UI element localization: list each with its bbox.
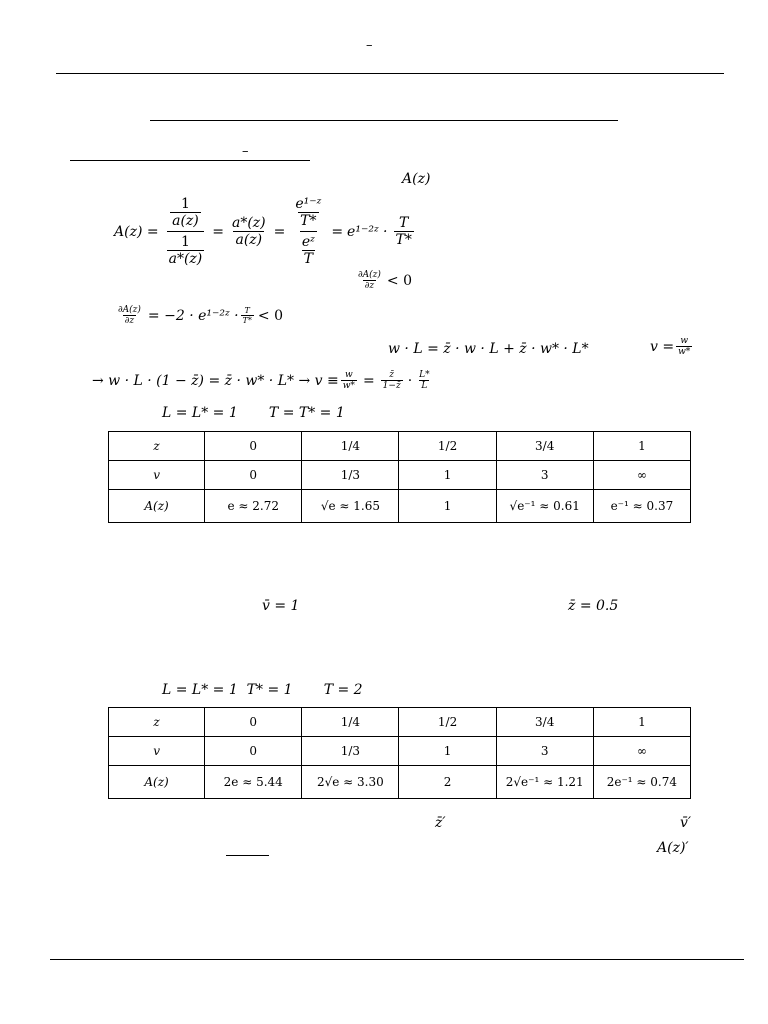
table-2-row-z: [109, 708, 691, 737]
v-def-num: w: [680, 336, 689, 346]
fraction-3-top: [293, 196, 323, 229]
table-2-cell: 1: [593, 708, 690, 737]
zbar-equals-half: z̄ = 0.5: [568, 598, 619, 614]
arrow-eq-f3-den: L: [421, 381, 428, 392]
table-1-cell: 1: [399, 461, 496, 490]
table-2: [108, 707, 691, 799]
table-2-cell: A(z): [109, 766, 205, 799]
f3-num-top: e¹⁻ᶻ: [295, 196, 322, 212]
vbar-equals-one: v̄ = 1: [262, 598, 300, 614]
f3-den-top: eᶻ: [301, 234, 315, 251]
f3-den-bot: T: [303, 251, 314, 268]
deriv-cond-rest: < 0: [386, 272, 413, 289]
table-1-cell: 0: [205, 432, 302, 461]
table-1-cell: √e ≈ 1.65: [302, 490, 399, 523]
table-2-cell: 1/4: [302, 708, 399, 737]
deriv-eq-t-fraction: [241, 306, 254, 325]
heading-dash: –: [242, 144, 249, 159]
arrow-eq-f1-den: w*: [342, 381, 355, 392]
heading-underline: [70, 160, 310, 161]
assumption-1: L = L* = 1 T = T* = 1: [162, 405, 345, 421]
deriv-eq-t-den: T*: [242, 316, 252, 326]
table-1-cell: 1/3: [302, 461, 399, 490]
table-2-cell: 1/3: [302, 737, 399, 766]
main-equation: [114, 196, 416, 267]
table-1-row-z: [109, 432, 691, 461]
f1-num-top: 1: [180, 196, 190, 212]
table-2-cell: 0: [205, 737, 302, 766]
v-definition: [650, 336, 694, 358]
table-1-cell: A(z): [109, 490, 205, 523]
table-2-cell: ∞: [593, 737, 690, 766]
fraction-2: [230, 215, 268, 248]
title-underline: [150, 120, 618, 121]
arrow-eq-frac2: [381, 370, 403, 392]
f1-den-top: 1: [180, 234, 190, 251]
f4-num: T: [399, 215, 409, 232]
arrow-eq-f3-num: L*: [419, 370, 430, 380]
header-dash: –: [366, 38, 373, 53]
arrow-eq-frac3: [417, 370, 431, 392]
table-2-cell: 2√e ≈ 3.30: [302, 766, 399, 799]
table-1: [108, 431, 691, 523]
fraction-4: [394, 215, 414, 248]
vbar-prime: v̄′: [680, 815, 692, 831]
v-def-den: w*: [678, 347, 691, 358]
table-2-cell: 2e ≈ 5.44: [205, 766, 302, 799]
compound-fraction-3: [291, 196, 325, 267]
f1-den-bot: a*(z): [168, 251, 203, 268]
main-eq-eq3: =: [331, 223, 344, 240]
f4-den: T*: [395, 232, 412, 249]
table-2-row-v: [109, 737, 691, 766]
table-1-cell: ∞: [593, 461, 690, 490]
f1-num-bot: a(z): [172, 213, 199, 230]
table-1-cell: 3/4: [496, 432, 593, 461]
deriv-cond-num: ∂A(z): [358, 270, 381, 280]
arrow-equation: [92, 370, 434, 392]
f3-num-bot: T*: [300, 213, 317, 230]
deriv-eq-num: ∂A(z): [118, 305, 141, 315]
table-1-cell: 0: [205, 461, 302, 490]
fraction-3-bottom: [300, 231, 317, 267]
table-1-cell: e ≈ 2.72: [205, 490, 302, 523]
table-2-cell: 2: [399, 766, 496, 799]
compound-fraction-1: [165, 196, 207, 267]
table-2-cell: 3: [496, 737, 593, 766]
table-1-row-v: [109, 461, 691, 490]
arrow-eq-frac1: [341, 370, 357, 392]
table-1-cell: e⁻¹ ≈ 0.37: [593, 490, 690, 523]
deriv-cond-den: ∂z: [364, 281, 375, 292]
arrow-eq-f2-num: z̄: [389, 370, 395, 380]
v-def-fraction: [676, 336, 692, 358]
table-2-cell: 0: [205, 708, 302, 737]
arrow-eq-part1: → w · L · (1 − z̄) = z̄ · w* · L* → v ≡: [92, 372, 339, 389]
main-eq-lhs: A(z) =: [114, 223, 159, 240]
footer-rule: [50, 959, 744, 960]
f2-num: a*(z): [231, 215, 266, 232]
table-2-row-az: [109, 766, 691, 799]
fraction-1-bottom: [167, 231, 205, 267]
deriv-eq-fraction: [116, 305, 143, 327]
main-eq-eq1: =: [212, 223, 224, 240]
arrow-eq-f2-den: 1−z̄: [382, 381, 401, 392]
table-1-cell: v: [109, 461, 205, 490]
table-2-cell: 1/2: [399, 708, 496, 737]
table-2-cell: 2√e⁻¹ ≈ 1.21: [496, 766, 593, 799]
deriv-cond-fraction: [356, 270, 383, 292]
table-2-cell: z: [109, 708, 205, 737]
arrow-eq-dot: ·: [407, 372, 413, 389]
derivative-equation: [114, 305, 283, 327]
short-underline: [226, 855, 269, 856]
main-eq-rhs: e¹⁻²ᶻ ·: [347, 223, 388, 240]
table-1-cell: 1: [399, 490, 496, 523]
az-prime: A(z)′: [657, 840, 689, 856]
assumption-2: L = L* = 1 T* = 1 T = 2: [162, 682, 363, 698]
deriv-eq-den: ∂z: [124, 316, 135, 327]
header-rule: [56, 73, 724, 74]
arrow-eq-f1-num: w: [344, 370, 353, 380]
wl-equation: w · L = z̄ · w · L + z̄ · w* · L*: [388, 341, 589, 357]
table-1-cell: 1: [593, 432, 690, 461]
main-eq-eq2: =: [273, 223, 286, 240]
derivative-condition: [354, 270, 412, 292]
table-1-cell: 3: [496, 461, 593, 490]
deriv-eq-rest: < 0: [257, 307, 283, 324]
table-2-cell: 3/4: [496, 708, 593, 737]
az-label: A(z): [402, 171, 431, 187]
deriv-eq-t-num: T: [244, 306, 250, 316]
f2-den: a(z): [235, 232, 263, 249]
table-1-cell: z: [109, 432, 205, 461]
table-1-row-az: [109, 490, 691, 523]
deriv-eq-mid: = −2 · e¹⁻²ᶻ ·: [147, 307, 239, 324]
table-1-cell: √e⁻¹ ≈ 0.61: [496, 490, 593, 523]
table-1-cell: 1/2: [399, 432, 496, 461]
table-2-cell: 1: [399, 737, 496, 766]
arrow-eq-eq: =: [362, 372, 375, 389]
fraction-1-top: [170, 196, 201, 229]
v-def-lhs: v =: [650, 338, 675, 355]
table-2-cell: v: [109, 737, 205, 766]
zbar-prime: z̄′: [435, 815, 446, 831]
table-2-cell: 2e⁻¹ ≈ 0.74: [593, 766, 690, 799]
table-1-cell: 1/4: [302, 432, 399, 461]
